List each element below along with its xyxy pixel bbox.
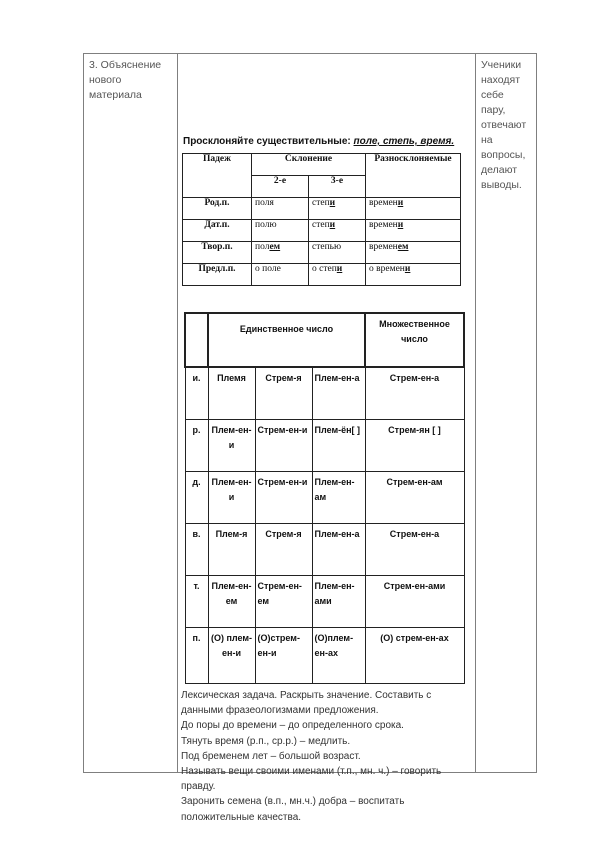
task-title bbox=[183, 136, 454, 147]
table-row bbox=[185, 419, 464, 471]
stem: пол bbox=[255, 242, 270, 252]
lexical-line: Заронить семена (в.п., мн.ч.) добра – воспитать bbox=[181, 796, 405, 808]
stage-line: 3. Объяснение bbox=[89, 59, 162, 71]
singular-1: (О) плем-ен-и bbox=[208, 627, 255, 683]
case-label: р. bbox=[185, 419, 208, 471]
lexical-task bbox=[181, 688, 471, 825]
lexical-line: Тянуть время (р.п., ср.р.) – медлить. bbox=[181, 735, 351, 747]
table-row bbox=[185, 367, 464, 419]
students-line: выводы. bbox=[481, 179, 522, 191]
singular-2: Стрем-ен-ем bbox=[255, 575, 312, 627]
students-line: пару, bbox=[481, 104, 506, 116]
plural-2: (О) стрем-ен-ах bbox=[365, 627, 464, 683]
case-label: Род.п. bbox=[183, 198, 252, 220]
singular-2: Стрем-я bbox=[255, 367, 312, 419]
ending: и bbox=[329, 198, 336, 208]
lexical-line: положительные качества. bbox=[181, 811, 302, 823]
singular-1: Плем-я bbox=[208, 523, 255, 575]
plural-1: Плем-ен-ам bbox=[312, 471, 365, 523]
singular-1: Плем-ен-и bbox=[208, 471, 255, 523]
header-irregular: Разносклоняемые bbox=[366, 154, 461, 198]
stage-cell bbox=[84, 54, 178, 773]
stem: времен bbox=[369, 198, 398, 208]
students-line: отвечают на bbox=[481, 119, 527, 146]
cell-2nd: о поле bbox=[252, 264, 309, 286]
stem: о степ bbox=[312, 264, 337, 274]
header-2nd: 2-е bbox=[252, 176, 309, 198]
case-label: в. bbox=[185, 523, 208, 575]
cell-irregular bbox=[366, 242, 461, 264]
singular-1: Плем-ен-и bbox=[208, 419, 255, 471]
ending: и bbox=[404, 264, 411, 274]
case-label: Твор.п. bbox=[183, 242, 252, 264]
plural-2: Стрем-ен-ам bbox=[365, 471, 464, 523]
declension-table bbox=[182, 153, 461, 286]
lexical-line: Под бременем лет – большой возраст. bbox=[181, 750, 361, 762]
cell-2nd bbox=[252, 242, 309, 264]
case-label: и. bbox=[185, 367, 208, 419]
cell-3rd bbox=[309, 198, 366, 220]
lexical-line: Лексическая задача. Раскрыть значение. Составить с bbox=[181, 690, 432, 701]
lexical-line: До поры до времени – до определенного срока. bbox=[181, 720, 404, 732]
lesson-plan-table bbox=[83, 53, 537, 823]
stem: степ bbox=[312, 220, 330, 230]
lexical-line: Называть вещи своими именами (т.п., мн. ч.) – говорить bbox=[181, 766, 442, 778]
plural-2: Стрем-ен-а bbox=[365, 523, 464, 575]
stem: времен bbox=[369, 242, 398, 252]
ending: и bbox=[397, 198, 404, 208]
header-case: Падеж bbox=[183, 154, 252, 198]
plural-1: Плем-ен-ами bbox=[312, 575, 365, 627]
students-line: Ученики bbox=[481, 59, 522, 71]
students-cell bbox=[476, 54, 537, 773]
singular-2: (О)стрем-ен-и bbox=[255, 627, 312, 683]
case-label: Предл.п. bbox=[183, 264, 252, 286]
cell-2nd: поля bbox=[252, 198, 309, 220]
ending: и bbox=[397, 220, 404, 230]
table-row bbox=[183, 264, 461, 286]
case-label: т. bbox=[185, 575, 208, 627]
plural-1: Плем-ен-а bbox=[312, 523, 365, 575]
case-label: д. bbox=[185, 471, 208, 523]
plural-1: Плем-ен-а bbox=[312, 367, 365, 419]
students-line: вопросы, bbox=[481, 149, 526, 161]
cell-3rd bbox=[309, 220, 366, 242]
stem: о времен bbox=[369, 264, 405, 274]
cell-2nd: полю bbox=[252, 220, 309, 242]
plural-1: Плем-ён[ ] bbox=[312, 419, 365, 471]
stem: степ bbox=[312, 198, 330, 208]
corner-cell bbox=[185, 313, 208, 367]
ending: ем bbox=[269, 242, 281, 252]
header-singular: Единственное число bbox=[208, 313, 365, 367]
header-plural: Множественное число bbox=[365, 313, 464, 367]
table-row bbox=[185, 471, 464, 523]
table-row bbox=[185, 627, 464, 683]
lexical-line: данными фразеологизмами предложения. bbox=[181, 705, 379, 717]
cell-3rd bbox=[309, 264, 366, 286]
cell-irregular bbox=[366, 264, 461, 286]
plural-2: Стрем-ян [ ] bbox=[365, 419, 464, 471]
ending: и bbox=[336, 264, 343, 274]
students-line: делают bbox=[481, 164, 518, 176]
singular-2: Стрем-я bbox=[255, 523, 312, 575]
stage-line: материала bbox=[89, 89, 142, 101]
plural-1: (О)плем-ен-ах bbox=[312, 627, 365, 683]
plural-2: Стрем-ен-ами bbox=[365, 575, 464, 627]
table-row bbox=[183, 220, 461, 242]
singular-1: Племя bbox=[208, 367, 255, 419]
singular-1: Плем-ен-ем bbox=[208, 575, 255, 627]
cell-irregular bbox=[366, 198, 461, 220]
table-row bbox=[185, 523, 464, 575]
number-table bbox=[184, 312, 465, 684]
header-3rd: 3-е bbox=[309, 176, 366, 198]
singular-2: Стрем-ен-и bbox=[255, 471, 312, 523]
task-prefix: Просклоняйте существительные: bbox=[183, 136, 354, 147]
stage-line: нового bbox=[89, 74, 122, 86]
cell-irregular bbox=[366, 220, 461, 242]
table-row bbox=[185, 575, 464, 627]
lexical-line: правду. bbox=[181, 781, 216, 793]
task-words: поле, степь, время. bbox=[353, 136, 455, 147]
content-cell bbox=[178, 54, 476, 823]
singular-2: Стрем-ен-и bbox=[255, 419, 312, 471]
ending: ем bbox=[397, 242, 409, 252]
table-row bbox=[183, 242, 461, 264]
case-label: п. bbox=[185, 627, 208, 683]
ending: и bbox=[329, 220, 336, 230]
case-label: Дат.п. bbox=[183, 220, 252, 242]
students-line: находят себе bbox=[481, 74, 521, 101]
plural-2: Стрем-ен-а bbox=[365, 367, 464, 419]
header-declension: Склонение bbox=[252, 154, 366, 176]
cell-3rd: степью bbox=[309, 242, 366, 264]
stem: времен bbox=[369, 220, 398, 230]
table-row bbox=[183, 198, 461, 220]
